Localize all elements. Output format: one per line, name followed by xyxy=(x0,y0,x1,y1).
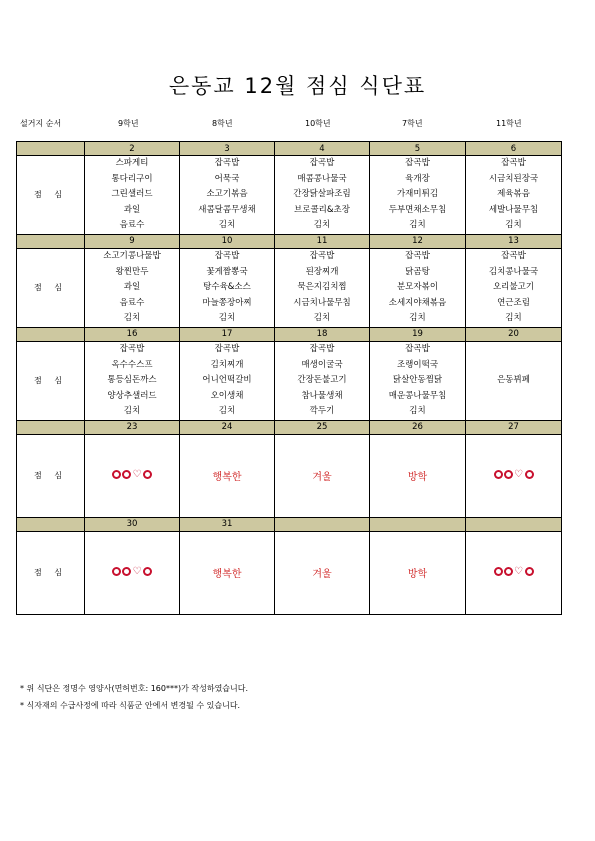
menu-item: 김치 xyxy=(409,406,426,417)
date-cell: 9 xyxy=(85,234,180,248)
week-menu-row xyxy=(17,156,562,235)
laughing-face-icon xyxy=(504,567,513,576)
holiday-message-cell xyxy=(180,531,275,614)
date-cell: 20 xyxy=(466,327,562,341)
menu-item: 조랭이떡국 xyxy=(396,359,439,370)
menu-item: 시금치나물무침 xyxy=(293,297,351,308)
date-row-blank xyxy=(17,517,85,531)
menu-item: 소고기볶음 xyxy=(206,189,248,200)
week-date-row xyxy=(17,327,562,341)
menu-cell xyxy=(466,341,562,420)
winking-face-icon xyxy=(143,470,152,479)
menu-cell xyxy=(275,156,370,235)
emoji-group xyxy=(112,470,152,480)
menu-item: 과일 xyxy=(123,282,141,293)
winking-face-icon xyxy=(525,470,534,479)
menu-item: 마늘쫑장아찌 xyxy=(202,297,252,308)
date-cell: 31 xyxy=(180,517,275,531)
menu-item: 옥수수스프 xyxy=(111,359,153,370)
winking-face-icon xyxy=(143,567,152,576)
holiday-message-cell xyxy=(370,531,466,614)
menu-item: 소세지야채볶음 xyxy=(388,297,447,308)
holiday-message-cell xyxy=(275,434,370,517)
menu-item: 잡곡밥 xyxy=(214,250,240,261)
menu-item: 오이생채 xyxy=(210,390,244,401)
menu-item: 매콤콩나물국 xyxy=(297,173,347,184)
week-menu-row xyxy=(17,248,562,327)
meal-label: 점 심 xyxy=(17,531,85,614)
date-cell: 12 xyxy=(370,234,466,248)
menu-item: 간장닭살파조림 xyxy=(293,189,351,200)
emoji-group xyxy=(494,470,534,480)
emoji-cell xyxy=(85,434,180,517)
menu-cell xyxy=(466,156,562,235)
menu-item: 잡곡밥 xyxy=(501,250,526,261)
menu-item: 음료수 xyxy=(119,297,145,308)
menu-item: 잡곡밥 xyxy=(214,158,240,168)
menu-item: 제육볶음 xyxy=(497,189,530,200)
menu-item: 잡곡밥 xyxy=(405,158,430,168)
menu-item: 김치 xyxy=(313,313,331,324)
meal-label: 점 심 xyxy=(17,156,85,235)
week-menu-row xyxy=(17,434,562,517)
menu-item: 통등심돈까스 xyxy=(107,375,157,386)
holiday-message: 방학 xyxy=(407,569,428,581)
date-row-blank xyxy=(17,420,85,434)
menu-item: 두부면채소무침 xyxy=(388,204,447,215)
menu-item xyxy=(466,358,561,374)
date-row-blank xyxy=(17,327,85,341)
menu-item: 양상추샐러드 xyxy=(107,390,157,401)
smiley-face-icon xyxy=(494,470,503,479)
meal-label: 점 심 xyxy=(17,434,85,517)
emoji-group xyxy=(494,567,534,577)
menu-item: 잡곡밥 xyxy=(214,343,240,354)
date-cell: 6 xyxy=(466,142,562,156)
date-cell: 25 xyxy=(275,420,370,434)
holiday-message: 겨울 xyxy=(312,472,332,484)
menu-cell xyxy=(466,248,562,327)
holiday-message: 행복한 xyxy=(212,569,242,581)
laughing-face-icon xyxy=(122,470,131,479)
menu-cell xyxy=(180,156,275,235)
emoji-cell xyxy=(85,531,180,614)
week-date-row xyxy=(17,142,562,156)
date-cell xyxy=(370,517,466,531)
date-cell: 19 xyxy=(370,327,466,341)
menu-item: 닭곰탕 xyxy=(405,266,430,277)
grade-header-5: 11학년 xyxy=(496,119,522,128)
holiday-message: 겨울 xyxy=(312,569,332,581)
menu-item: 꽃게짬뽕국 xyxy=(206,266,248,277)
menu-item: 김치찌개 xyxy=(210,359,244,370)
emoji-cell xyxy=(466,434,562,517)
menu-item: 음료수 xyxy=(119,220,145,231)
date-cell: 26 xyxy=(370,420,466,434)
winking-face-icon xyxy=(525,567,534,576)
menu-cell xyxy=(180,248,275,327)
date-cell: 27 xyxy=(466,420,562,434)
date-cell: 2 xyxy=(85,142,180,156)
menu-item xyxy=(466,389,561,405)
menu-item: 육개장 xyxy=(405,173,430,184)
menu-cell xyxy=(275,341,370,420)
menu-item: 연근조림 xyxy=(497,297,530,308)
holiday-message: 행복한 xyxy=(212,472,242,484)
menu-item: 잡곡밥 xyxy=(501,158,526,168)
grade-header-2: 8학년 xyxy=(212,119,233,128)
date-row-blank xyxy=(17,142,85,156)
menu-item: 간장돈불고기 xyxy=(297,375,347,386)
menu-item: 탕수육&소스 xyxy=(203,282,251,293)
menu-item: 김치 xyxy=(313,220,331,231)
holiday-message-cell xyxy=(370,434,466,517)
menu-item: 김치 xyxy=(218,220,236,231)
menu-item: 은동뷔페 xyxy=(497,375,530,386)
date-cell: 5 xyxy=(370,142,466,156)
menu-item: 김치 xyxy=(505,313,522,324)
heart-icon: ♡ xyxy=(514,565,523,577)
dishwash-order-label: 설거지 순서 xyxy=(20,119,62,128)
emoji-group xyxy=(112,567,152,577)
menu-item: 브로콜리&초장 xyxy=(294,204,350,215)
week-menu-row xyxy=(17,531,562,614)
date-cell: 23 xyxy=(85,420,180,434)
week-menu-row xyxy=(17,341,562,420)
week-date-row xyxy=(17,234,562,248)
date-cell: 17 xyxy=(180,327,275,341)
smiley-face-icon xyxy=(494,567,503,576)
heart-icon: ♡ xyxy=(132,565,142,577)
menu-item: 매생이굴국 xyxy=(301,359,343,370)
menu-item: 김치 xyxy=(123,313,141,324)
menu-item: 과일 xyxy=(123,204,141,215)
grade-header-1: 9학년 xyxy=(118,119,139,128)
date-cell: 4 xyxy=(275,142,370,156)
menu-cell xyxy=(85,156,180,235)
date-cell: 3 xyxy=(180,142,275,156)
menu-item: 그린샐러드 xyxy=(111,189,153,200)
menu-cell xyxy=(180,341,275,420)
lunch-menu-table xyxy=(16,141,562,615)
menu-item xyxy=(466,342,561,358)
date-cell: 16 xyxy=(85,327,180,341)
date-cell: 18 xyxy=(275,327,370,341)
menu-item: 왕찐만두 xyxy=(115,266,149,277)
menu-item: 묵은지김치찜 xyxy=(297,282,347,293)
menu-item: 잡곡밥 xyxy=(405,250,430,261)
meal-label: 점 심 xyxy=(17,248,85,327)
holiday-message-cell xyxy=(180,434,275,517)
menu-item: 세발나물무침 xyxy=(488,204,539,215)
menu-cell xyxy=(275,248,370,327)
menu-item xyxy=(466,404,561,420)
menu-item: 잡곡밥 xyxy=(405,343,430,354)
menu-item: 잡곡밥 xyxy=(309,343,335,354)
heart-icon: ♡ xyxy=(132,468,142,480)
menu-item: 김치 xyxy=(409,220,426,231)
menu-item: 가재미튀김 xyxy=(396,189,439,200)
menu-item: 새콤달콤무생채 xyxy=(198,204,256,215)
menu-cell xyxy=(370,156,466,235)
grade-header-3: 10학년 xyxy=(305,119,331,128)
footnote-author: * 위 식단은 정명수 영양사(면허번호: 160***)가 작성하였습니다. xyxy=(20,684,249,693)
menu-item: 어묵국 xyxy=(214,173,240,184)
holiday-message: 방학 xyxy=(407,472,428,484)
footnote-change: * 식자재의 수급사정에 따라 식품군 안에서 변경될 수 있습니다. xyxy=(20,701,241,710)
date-cell: 24 xyxy=(180,420,275,434)
menu-item: 통다리구이 xyxy=(111,173,153,184)
date-cell: 10 xyxy=(180,234,275,248)
smiley-face-icon xyxy=(112,567,121,576)
menu-item: 김치콩나물국 xyxy=(488,266,539,277)
menu-item: 소고기콩나물밥 xyxy=(103,250,161,261)
heart-icon: ♡ xyxy=(514,468,523,480)
week-date-row xyxy=(17,517,562,531)
menu-item: 오리불고기 xyxy=(492,282,535,293)
meal-label: 점 심 xyxy=(17,341,85,420)
menu-item: 잡곡밥 xyxy=(309,250,335,261)
menu-item: 스파게티 xyxy=(115,158,149,168)
date-cell: 30 xyxy=(85,517,180,531)
date-cell: 13 xyxy=(466,234,562,248)
menu-item: 김치 xyxy=(409,313,426,324)
menu-item: 매운콩나물무침 xyxy=(388,390,447,401)
menu-item: 김치 xyxy=(123,406,141,417)
laughing-face-icon xyxy=(504,470,513,479)
menu-item: 김치 xyxy=(218,313,236,324)
menu-item: 분모자볶이 xyxy=(396,282,439,293)
date-cell: 11 xyxy=(275,234,370,248)
menu-item: 깍두기 xyxy=(309,406,335,417)
week-date-row xyxy=(17,420,562,434)
menu-cell xyxy=(370,341,466,420)
emoji-cell xyxy=(466,531,562,614)
menu-item: 시금치된장국 xyxy=(488,173,539,184)
menu-cell xyxy=(370,248,466,327)
smiley-face-icon xyxy=(112,470,121,479)
date-cell xyxy=(466,517,562,531)
date-row-blank xyxy=(17,234,85,248)
menu-item: 김치 xyxy=(218,406,236,417)
menu-cell xyxy=(85,341,180,420)
footnotes xyxy=(20,683,248,717)
menu-item: 잡곡밥 xyxy=(119,343,145,354)
menu-item: 참나물생채 xyxy=(301,390,343,401)
grade-header-4: 7학년 xyxy=(402,119,423,128)
menu-item: 잡곡밥 xyxy=(309,158,335,168)
page-title: 은동교 12월 점심 식단표 xyxy=(168,74,427,98)
holiday-message-cell xyxy=(275,531,370,614)
menu-item: 닭살안동찜닭 xyxy=(392,375,443,386)
menu-cell xyxy=(85,248,180,327)
date-cell xyxy=(275,517,370,531)
menu-item: 된장찌개 xyxy=(305,266,339,277)
laughing-face-icon xyxy=(122,567,131,576)
menu-item: 김치 xyxy=(505,220,522,231)
menu-item: 어니언떡갈비 xyxy=(202,375,252,386)
